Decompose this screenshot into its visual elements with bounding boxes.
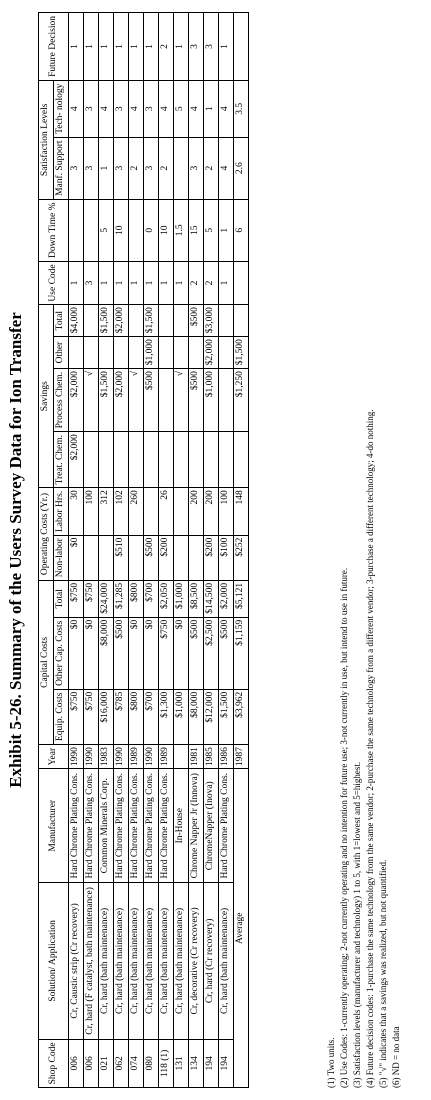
cell-shop: 006: [84, 1039, 99, 1087]
cell-solution: Cr, hard (bath maintenance): [159, 883, 174, 1040]
cell-use: 1: [219, 261, 234, 304]
table-row: [114, 13, 129, 1088]
cell-cap-total: $2,000: [219, 580, 234, 617]
header-down-time: Down Time %: [39, 199, 69, 261]
cell-other-cap: $500: [114, 617, 129, 689]
cell-tech: 3: [114, 80, 129, 137]
cell-future: 1: [69, 13, 84, 81]
cell-sav-total: $2,000: [114, 305, 129, 337]
cell-labor: 100: [84, 488, 99, 535]
cell-future: 1: [129, 13, 144, 81]
cell-equip: $1,000: [174, 689, 189, 744]
cell-down: 15: [189, 199, 204, 261]
cell-manufacturer: Hard Chrome Plating Cons.: [159, 769, 174, 883]
cell-cap-total: $8,500: [189, 580, 204, 617]
header-process-chem: Process Chem.: [54, 369, 69, 432]
cell-manf: 4: [219, 137, 234, 199]
header-non-labor: Non-labor: [54, 535, 69, 580]
cell-year: 1986: [219, 744, 234, 769]
cell-tech: 5: [174, 80, 189, 137]
cell-tech: 3: [144, 80, 159, 137]
table-body: [69, 13, 249, 1088]
cell-equip: $12,000: [204, 689, 219, 744]
cell-labor: 312: [99, 488, 114, 535]
cell-manufacturer: Hard Chrome Plating Cons.: [219, 769, 234, 883]
cell-sav-total: $4,000: [69, 305, 84, 337]
cell-equip: $785: [114, 689, 129, 744]
cell-shop: 062: [114, 1039, 129, 1087]
cell-shop: 118 (1): [159, 1039, 174, 1087]
header-use-code: Use Code: [39, 261, 69, 304]
cell-non-labor: $510: [114, 535, 129, 580]
cell-manufacturer: In-House: [174, 769, 189, 883]
cell-year: 1981: [189, 744, 204, 769]
cell-tech: 4: [99, 80, 114, 137]
cell-equip: $1,500: [219, 689, 234, 744]
cell-non-labor: $100: [219, 535, 234, 580]
cell-solution: Cr, hard (bath maintenance): [129, 883, 144, 1040]
cell-future: 1: [99, 13, 114, 81]
cell-solution: Cr, hard (bath maintenance): [144, 883, 159, 1040]
average-sav-total: [234, 305, 249, 337]
cell-shop: 194: [204, 1039, 219, 1087]
cell-solution: Cr, hard (bath maintenance): [219, 883, 234, 1040]
cell-equip: $700: [144, 689, 159, 744]
average-tech: 3.5: [234, 80, 249, 137]
cell-manf: 2: [204, 137, 219, 199]
cell-labor: 26: [159, 488, 174, 535]
cell-manf: 2: [159, 137, 174, 199]
cell-solution: Cr, hard (bath maintenance): [174, 883, 189, 1040]
cell-use: 1: [69, 261, 84, 304]
cell-manf: 3: [69, 137, 84, 199]
cell-labor: [174, 488, 189, 535]
cell-other-cap: $0: [144, 617, 159, 689]
header-capital-costs: Capital Costs: [39, 580, 54, 744]
cell-treat: [204, 432, 219, 488]
average-year: 1987: [234, 744, 249, 769]
header-sav-total: Total: [54, 305, 69, 337]
cell-shop: 074: [129, 1039, 144, 1087]
cell-process: [159, 369, 174, 432]
cell-solution: Cr, hard (bath maintenance): [99, 883, 114, 1040]
cell-manf: 3: [84, 137, 99, 199]
cell-other: [84, 337, 99, 369]
cell-cap-total: $700: [144, 580, 159, 617]
cell-other-cap: $8,000: [99, 617, 114, 689]
cell-process: √: [174, 369, 189, 432]
header-future-decision: Future Decision: [39, 13, 69, 81]
cell-labor: 260: [129, 488, 144, 535]
average-equip: $3,962: [234, 689, 249, 744]
cell-other: [159, 337, 174, 369]
header-other: Other: [54, 337, 69, 369]
header-equip-costs: Equip. Costs: [54, 689, 69, 744]
cell-manufacturer: Hard Chrome Plating Cons.: [69, 769, 84, 883]
cell-solution: Cr, decorative (Cr recovery): [189, 883, 204, 1040]
table-row: [84, 13, 99, 1088]
cell-treat: [159, 432, 174, 488]
cell-future: 3: [204, 13, 219, 81]
cell-other-cap: $2,500: [204, 617, 219, 689]
cell-other: [174, 337, 189, 369]
cell-other: [99, 337, 114, 369]
footnote: (6) ND = no data: [391, 1026, 401, 1088]
average-future: [234, 13, 249, 81]
cell-future: 3: [189, 13, 204, 81]
cell-equip: $750: [69, 689, 84, 744]
footnote: (4) Future decision codes: 1-purchase the same technology from the same vendor; 2-purchase the same technology from a different vendor; 3-purchase a different technology; 4-do nothing.: [365, 409, 375, 1088]
cell-future: 1: [219, 13, 234, 81]
cell-non-labor: $200: [204, 535, 219, 580]
exhibit-title: Exhibit 5-26. Summary of the Users Survey Data for Ion Transfer: [6, 312, 25, 788]
cell-cap-total: $14,500: [204, 580, 219, 617]
cell-down: [84, 199, 99, 261]
average-other-cap: $1,159: [234, 617, 249, 689]
cell-non-labor: [189, 535, 204, 580]
cell-sav-total: $3,000: [204, 305, 219, 337]
cell-use: 1: [144, 261, 159, 304]
header-solution: Solution/ Application: [39, 883, 69, 1040]
cell-tech: 1: [204, 80, 219, 137]
cell-non-labor: [129, 535, 144, 580]
cell-solution: Cr, hard (Cr recovery): [204, 883, 219, 1040]
cell-year: 1983: [99, 744, 114, 769]
cell-shop: 021: [99, 1039, 114, 1087]
cell-sav-total: [159, 305, 174, 337]
cell-solution: Cr, hard (bath maintenance): [114, 883, 129, 1040]
average-manf: 2.6: [234, 137, 249, 199]
cell-non-labor: [99, 535, 114, 580]
header-cap-total: Total: [54, 580, 69, 617]
cell-treat: $2,000: [69, 432, 84, 488]
cell-shop: 194: [219, 1039, 234, 1087]
average-non-labor: $252: [234, 535, 249, 580]
table-row: [174, 13, 189, 1088]
cell-solution: Cr, hard (F catalyst, bath maintenance): [84, 883, 99, 1040]
cell-process: √: [84, 369, 99, 432]
cell-process: $2,000: [69, 369, 84, 432]
cell-shop: 134: [189, 1039, 204, 1087]
cell-sav-total: [84, 305, 99, 337]
cell-labor: 30: [69, 488, 84, 535]
footnote: (1) Two units.: [326, 1037, 336, 1088]
table-row: [219, 13, 234, 1088]
cell-equip: $1,300: [159, 689, 174, 744]
cell-process: $500: [189, 369, 204, 432]
cell-labor: [144, 488, 159, 535]
cell-other-cap: $0: [69, 617, 84, 689]
cell-sav-total: $1,500: [99, 305, 114, 337]
header-operating-costs: Operating Costs (Yr.): [39, 488, 54, 581]
cell-equip: $750: [84, 689, 99, 744]
cell-sav-total: [174, 305, 189, 337]
cell-tech: 4: [159, 80, 174, 137]
cell-future: 1: [174, 13, 189, 81]
cell-other-cap: $0: [174, 617, 189, 689]
table-row: [204, 13, 219, 1088]
cell-treat: [219, 432, 234, 488]
cell-down: 1: [219, 199, 234, 261]
cell-equip: $8,000: [189, 689, 204, 744]
cell-process: $1,500: [99, 369, 114, 432]
cell-use: 2: [204, 261, 219, 304]
cell-other: [189, 337, 204, 369]
cell-tech: 4: [219, 80, 234, 137]
footnote: (3) Satisfaction levels (manufacturer and technology) 1 to 5, with 1=lowest and 5=highest.: [352, 761, 362, 1088]
cell-other: [129, 337, 144, 369]
average-label: Average: [234, 769, 249, 1088]
cell-non-labor: $500: [144, 535, 159, 580]
cell-down: 10: [114, 199, 129, 261]
cell-cap-total: $2,050: [159, 580, 174, 617]
cell-down: 0: [144, 199, 159, 261]
cell-process: √: [129, 369, 144, 432]
cell-tech: 4: [69, 80, 84, 137]
cell-down: 1.5: [174, 199, 189, 261]
header-treat-chem: Treat. Chem.: [54, 432, 69, 488]
cell-labor: 102: [114, 488, 129, 535]
cell-process: [219, 369, 234, 432]
cell-treat: [129, 432, 144, 488]
cell-cap-total: $24,000: [99, 580, 114, 617]
table-row: [144, 13, 159, 1088]
cell-cap-total: $800: [129, 580, 144, 617]
cell-future: 1: [114, 13, 129, 81]
cell-labor: 200: [189, 488, 204, 535]
cell-future: 1: [144, 13, 159, 81]
cell-cap-total: $1,000: [174, 580, 189, 617]
cell-use: 1: [114, 261, 129, 304]
cell-labor: 100: [219, 488, 234, 535]
cell-process: $2,000: [114, 369, 129, 432]
cell-manufacturer: Chrome Napper Jr (Innova): [189, 769, 204, 883]
cell-treat: [174, 432, 189, 488]
cell-manf: 3: [189, 137, 204, 199]
cell-manufacturer: Hard Chrome Plating Cons.: [84, 769, 99, 883]
cell-manufacturer: Hard Chrome Plating Cons.: [144, 769, 159, 883]
cell-future: 1: [84, 13, 99, 81]
header-satisfaction: Satisfaction Levels: [39, 80, 54, 199]
average-row: [234, 13, 249, 1088]
cell-manf: 2: [129, 137, 144, 199]
cell-shop: 131: [174, 1039, 189, 1087]
cell-cap-total: $1,285: [114, 580, 129, 617]
cell-treat: [189, 432, 204, 488]
cell-tech: 4: [189, 80, 204, 137]
header-shop-code: Shop Code: [39, 1039, 69, 1087]
cell-treat: [144, 432, 159, 488]
header-technology: Tech- nology: [54, 80, 69, 137]
cell-tech: 3: [84, 80, 99, 137]
cell-other: $1,000: [144, 337, 159, 369]
cell-cap-total: $750: [84, 580, 99, 617]
average-labor: 148: [234, 488, 249, 535]
table-row: [69, 13, 84, 1088]
cell-treat: [99, 432, 114, 488]
average-process: $1,250: [234, 369, 249, 432]
cell-use: 1: [99, 261, 114, 304]
table-row: [189, 13, 204, 1088]
header-year: Year: [39, 744, 69, 769]
cell-treat: [114, 432, 129, 488]
cell-non-labor: [174, 535, 189, 580]
cell-year: 1989: [129, 744, 144, 769]
footnote: (2) Use Codes: 1-currently operating; 2-not currently operating and no intention for future use; 3-not currently in use, but intend to use in future.: [339, 567, 349, 1088]
cell-other: [219, 337, 234, 369]
cell-year: 1985: [204, 744, 219, 769]
cell-year: [174, 744, 189, 769]
header-manufacturer: Manufacturer: [39, 769, 69, 883]
cell-other: [114, 337, 129, 369]
cell-non-labor: $200: [159, 535, 174, 580]
average-use: [234, 261, 249, 304]
header-manf-support: Manf. Support: [54, 137, 69, 199]
cell-non-labor: $0: [69, 535, 84, 580]
cell-labor: 200: [204, 488, 219, 535]
cell-year: 1990: [114, 744, 129, 769]
cell-manf: 3: [114, 137, 129, 199]
cell-cap-total: $750: [69, 580, 84, 617]
cell-down: 5: [99, 199, 114, 261]
cell-down: 5: [204, 199, 219, 261]
cell-equip: $16,000: [99, 689, 114, 744]
cell-year: 1990: [144, 744, 159, 769]
cell-manf: 1: [99, 137, 114, 199]
cell-manf: [174, 137, 189, 199]
cell-manufacturer: Common Minerals Corp.: [99, 769, 114, 883]
cell-shop: 080: [144, 1039, 159, 1087]
table-row: [159, 13, 174, 1088]
cell-year: 1989: [159, 744, 174, 769]
cell-manf: 3: [144, 137, 159, 199]
table-row: [129, 13, 144, 1088]
header-savings: Savings: [39, 305, 54, 488]
cell-sav-total: [219, 305, 234, 337]
cell-use: 3: [84, 261, 99, 304]
header-other-cap-costs: Other Cap. Costs: [54, 617, 69, 689]
cell-other: [69, 337, 84, 369]
cell-year: 1990: [84, 744, 99, 769]
cell-down: [129, 199, 144, 261]
cell-shop: 006: [69, 1039, 84, 1087]
cell-treat: [84, 432, 99, 488]
cell-use: 1: [174, 261, 189, 304]
cell-sav-total: $500: [189, 305, 204, 337]
cell-future: 2: [159, 13, 174, 81]
cell-other-cap: $750: [159, 617, 174, 689]
cell-other-cap: $500: [219, 617, 234, 689]
cell-non-labor: [84, 535, 99, 580]
average-treat: [234, 432, 249, 488]
footnote: (5) "√" indicates that a savings was realized, but not quantified.: [378, 859, 388, 1088]
cell-manufacturer: Hard Chrome Plating Cons.: [129, 769, 144, 883]
cell-use: 1: [159, 261, 174, 304]
cell-down: 10: [159, 199, 174, 261]
cell-use: 2: [189, 261, 204, 304]
cell-sav-total: $1,500: [144, 305, 159, 337]
cell-down: [69, 199, 84, 261]
cell-sav-total: [129, 305, 144, 337]
cell-process: $500: [144, 369, 159, 432]
table-row: [99, 13, 114, 1088]
cell-other-cap: $0: [129, 617, 144, 689]
cell-other: $2,000: [204, 337, 219, 369]
average-cap-total: $5,121: [234, 580, 249, 617]
survey-table: [38, 12, 249, 1088]
average-other: $1,500: [234, 337, 249, 369]
footnotes: [325, 12, 403, 1088]
average-down: 6: [234, 199, 249, 261]
cell-use: 1: [129, 261, 144, 304]
cell-year: 1990: [69, 744, 84, 769]
cell-other-cap: $500: [189, 617, 204, 689]
header-labor-hrs: Labor Hrs.: [54, 488, 69, 535]
cell-equip: $800: [129, 689, 144, 744]
cell-solution: Cr, Caustic strip (Cr recovery): [69, 883, 84, 1040]
cell-tech: 4: [129, 80, 144, 137]
cell-process: $1,000: [204, 369, 219, 432]
cell-other-cap: $0: [84, 617, 99, 689]
cell-manufacturer: Hard Chrome Plating Cons.: [114, 769, 129, 883]
cell-manufacturer: ChromeNapper (Inova): [204, 769, 219, 883]
